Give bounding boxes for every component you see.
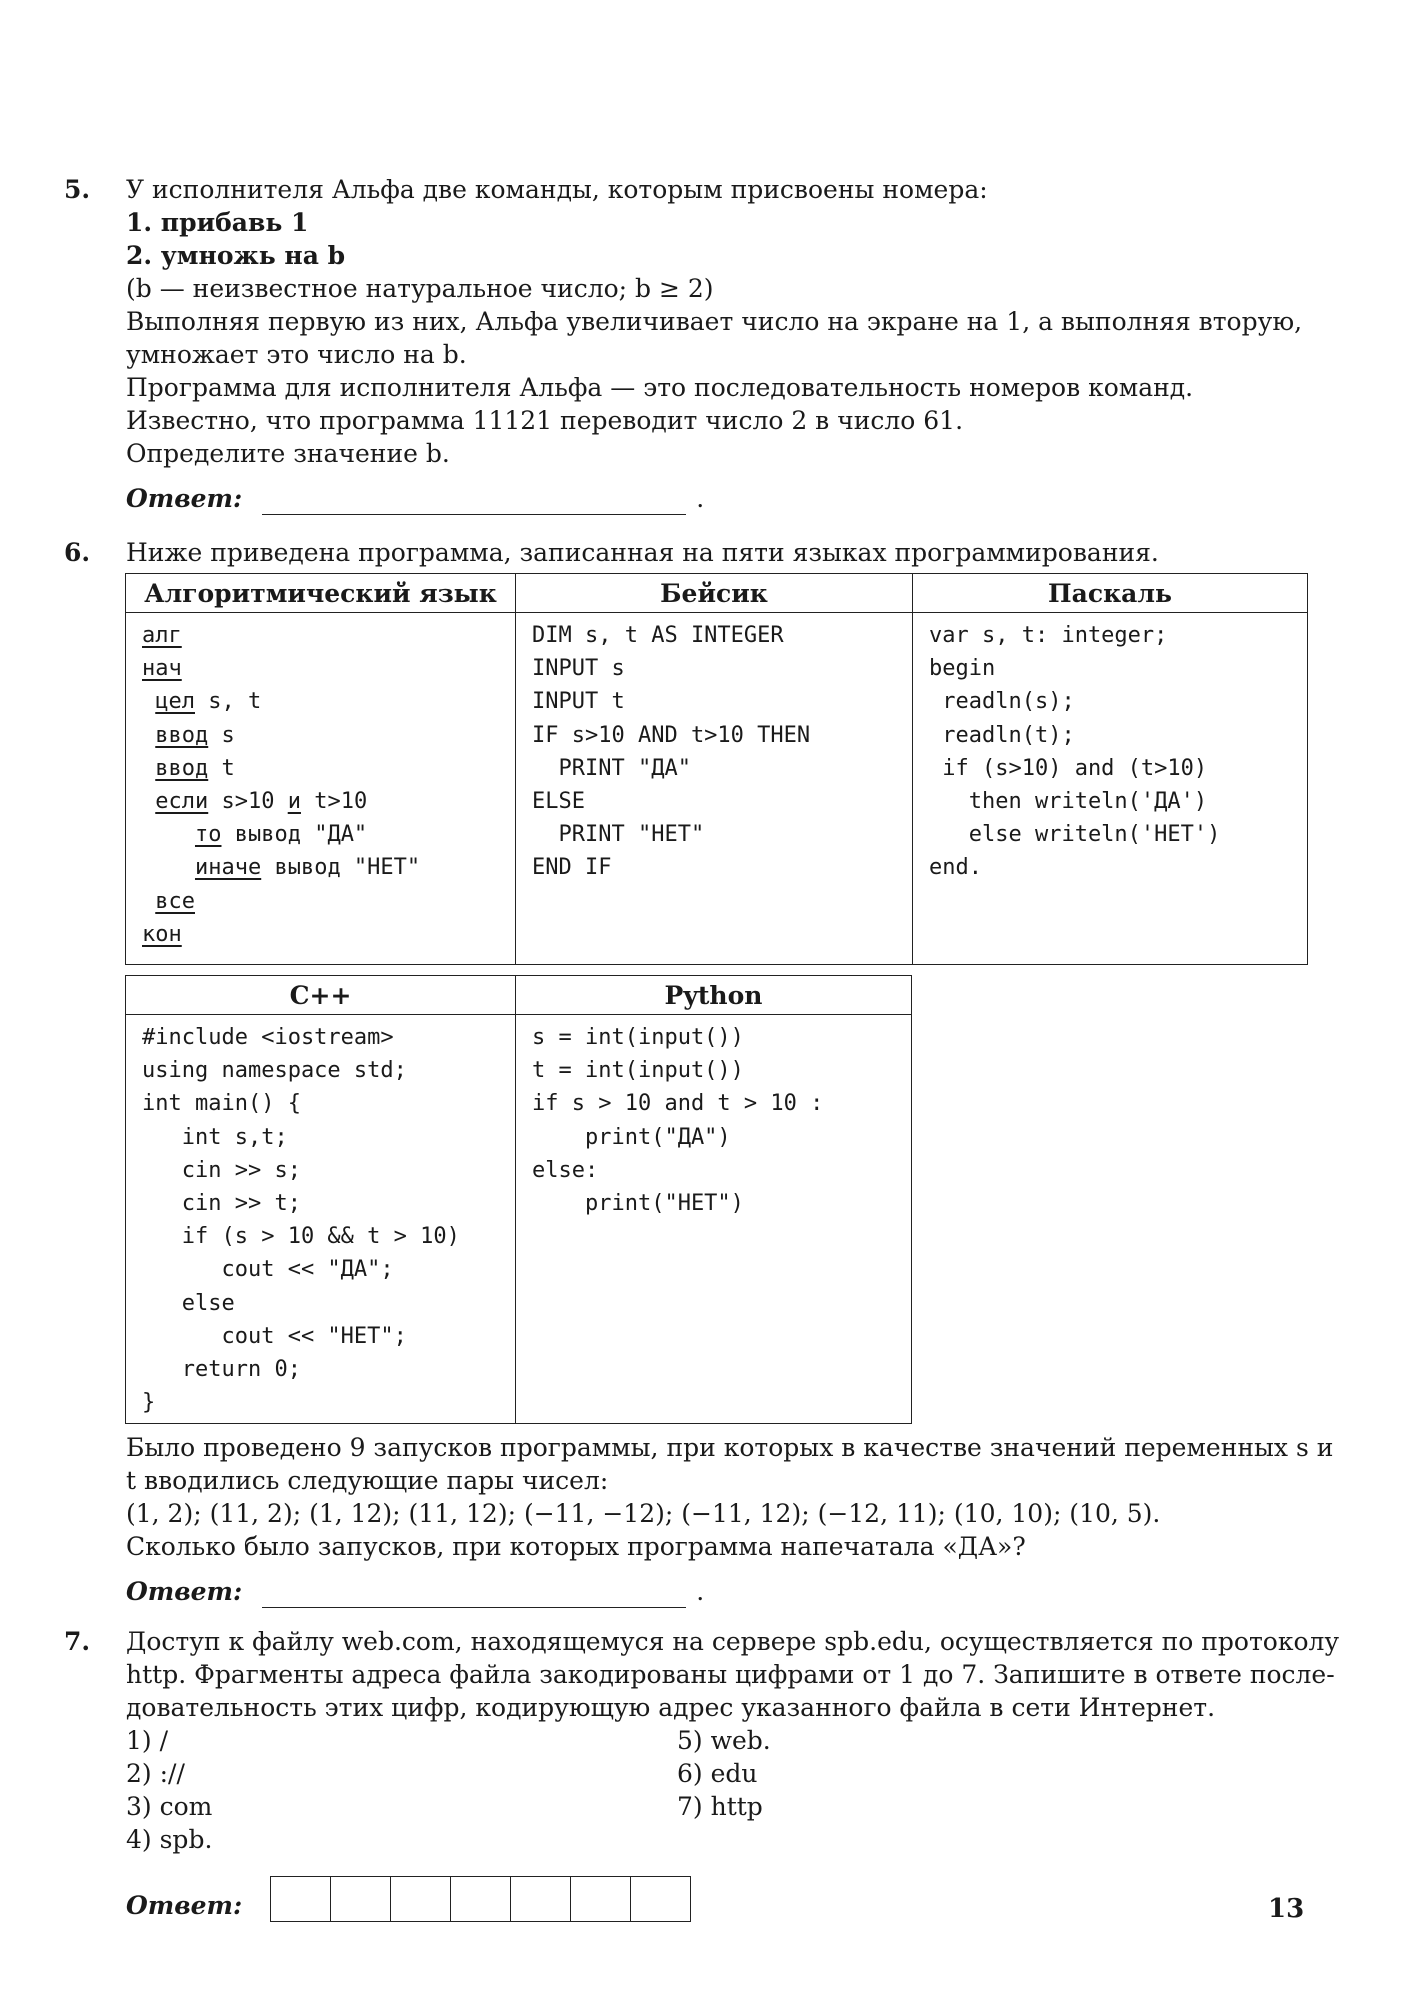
answer-dot: .: [696, 484, 705, 513]
algo-code-line: [142, 918, 515, 951]
pascal-code-block: var s, t: integer; begin readln(s); readln(t); if (s>10) and (t>10) then writeln('ДА') else writeln('НЕТ') end.: [929, 623, 1221, 881]
answer-cell[interactable]: [451, 1877, 511, 1921]
task-6-intro: Ниже приведена программа, записанная на пяти языках программирования.: [126, 538, 1159, 567]
answer-label: Ответ:: [126, 484, 243, 513]
task-5-line: Известно, что программа 11121 переводит число 2 в число 61.: [126, 406, 964, 435]
algo-keyword: все: [155, 888, 195, 914]
task-5-line: (b — неизвестное натуральное число; b ≥ 2): [126, 274, 714, 303]
algo-keyword: цел: [155, 689, 195, 715]
task-7-line: http. Фрагменты адреса файла закодированы цифрами от 1 до 7. Запишите в ответе после-: [126, 1660, 1335, 1689]
task-5-line: У исполнителя Альфа две команды, которым присвоены номера:: [126, 175, 988, 204]
answer-cell[interactable]: [331, 1877, 391, 1921]
task-6-answer: [126, 1575, 1314, 1608]
algo-keyword: если: [155, 789, 209, 815]
algo-code-line: иначе вывод "НЕТ": [194, 855, 421, 881]
task-6-pairs: (1, 2); (11, 2); (1, 12); (11, 12); (−11, −12); (−11, 12); (−12, 11); (10, 10); (10, 5).: [126, 1499, 1161, 1528]
task-7-options: [126, 1724, 1314, 1864]
task-6-after: [64, 1431, 1334, 1608]
answer-field[interactable]: [262, 488, 686, 515]
task-5-line: Определите значение b.: [126, 439, 450, 468]
answer-cell[interactable]: [571, 1877, 631, 1921]
algo-code-line: ввод s: [155, 722, 235, 748]
code-pascal: [913, 613, 1308, 965]
algo-keyword: ввод: [155, 722, 209, 748]
header-basic: Бейсик: [516, 574, 913, 613]
basic-code-block: DIM s, t AS INTEGER INPUT s INPUT t IF s>10 AND t>10 THEN PRINT "ДА" ELSE PRINT "НЕТ" END IF: [532, 623, 811, 881]
algo-keyword: нач: [142, 656, 182, 682]
task-6-line: Было проведено 9 запусков программы, при которых в качестве значений переменных s и: [126, 1433, 1334, 1462]
algo-keyword: ввод: [155, 755, 209, 781]
algo-code-line: [142, 885, 515, 918]
task-5-line: Программа для исполнителя Альфа — это последовательность номеров команд.: [126, 373, 1194, 402]
page-number: 13: [1268, 1894, 1305, 1924]
answer-cell[interactable]: [511, 1877, 571, 1921]
task-7: [64, 1625, 1340, 1922]
algo-code-line: ввод t: [155, 755, 235, 781]
task-5-line: умножает это число на b.: [126, 340, 467, 369]
task-5-command-2: 2. умножь на b: [126, 241, 346, 270]
header-algo: Алгоритмический язык: [126, 574, 516, 613]
code-basic: [516, 613, 913, 965]
algo-keyword: то: [194, 822, 222, 848]
cpp-code-block: #include <iostream> using namespace std; int main() { int s,t; cin >> s; cin >> t; if (s > 10 && t > 10) cout << "ДА"; else cout << "НЕТ"; return 0; }: [142, 1025, 460, 1416]
answer-cells: [270, 1876, 691, 1922]
option-2: 2) ://: [126, 1759, 185, 1788]
option-3: 3) com: [126, 1792, 213, 1821]
algo-keyword: иначе: [194, 855, 262, 881]
answer-cell[interactable]: [631, 1877, 690, 1921]
algo-keyword: алг: [142, 623, 182, 648]
answer-label: Ответ:: [126, 1577, 243, 1606]
algo-keyword: кон: [142, 921, 182, 947]
task-6: [64, 536, 1314, 569]
task-7-line: довательность этих цифр, кодирующую адрес указанного файла в сети Интернет.: [126, 1693, 1216, 1722]
answer-label: Ответ:: [126, 1891, 243, 1920]
algo-keyword: и: [287, 789, 301, 815]
code-table-2: [125, 975, 912, 1424]
option-6: 6) edu: [677, 1759, 758, 1788]
task-5-answer: [126, 482, 1314, 515]
code-algo: [126, 613, 516, 965]
code-table-1: [125, 573, 1308, 965]
task-7-number: 7.: [64, 1627, 91, 1656]
answer-cell[interactable]: [391, 1877, 451, 1921]
header-pascal: Паскаль: [913, 574, 1308, 613]
python-code-block: s = int(input()) t = int(input()) if s > 10 and t > 10 : print("ДА") else: print("НЕТ"): [532, 1025, 824, 1217]
task-5-command-1: 1. прибавь 1: [126, 208, 309, 237]
task-6-number: 6.: [64, 538, 91, 567]
option-4: 4) spb.: [126, 1825, 213, 1854]
task-6-line: t вводились следующие пары чисел:: [126, 1466, 609, 1495]
option-5: 5) web.: [677, 1726, 771, 1755]
header-python: Python: [516, 976, 912, 1015]
task-7-line: Доступ к файлу web.com, находящемуся на сервере spb.edu, осуществляется по протоколу: [126, 1627, 1340, 1656]
algo-code-line: [142, 619, 515, 652]
header-cpp: C++: [126, 976, 516, 1015]
option-7: 7) http: [677, 1792, 763, 1821]
algo-code-block: [142, 619, 515, 951]
algo-code-line: цел s, t: [155, 689, 262, 715]
answer-field[interactable]: [262, 1581, 686, 1608]
answer-cell[interactable]: [271, 1877, 331, 1921]
code-python: [516, 1015, 912, 1424]
option-1: 1) /: [126, 1726, 169, 1755]
algo-code-line: если s>10 и t>10: [155, 789, 368, 815]
algo-code-line: [142, 652, 515, 685]
task-7-answer: [126, 1876, 1314, 1922]
algo-code-line: то вывод "ДА": [194, 822, 368, 848]
code-cpp: [126, 1015, 516, 1424]
task-5-number: 5.: [64, 175, 91, 204]
task-6-question: Сколько было запусков, при которых программа напечатала «ДА»?: [126, 1532, 1026, 1561]
task-5: [64, 173, 1314, 515]
task-5-line: Выполняя первую из них, Альфа увеличивает число на экране на 1, а выполняя вторую,: [126, 307, 1303, 336]
answer-dot: .: [696, 1577, 705, 1606]
